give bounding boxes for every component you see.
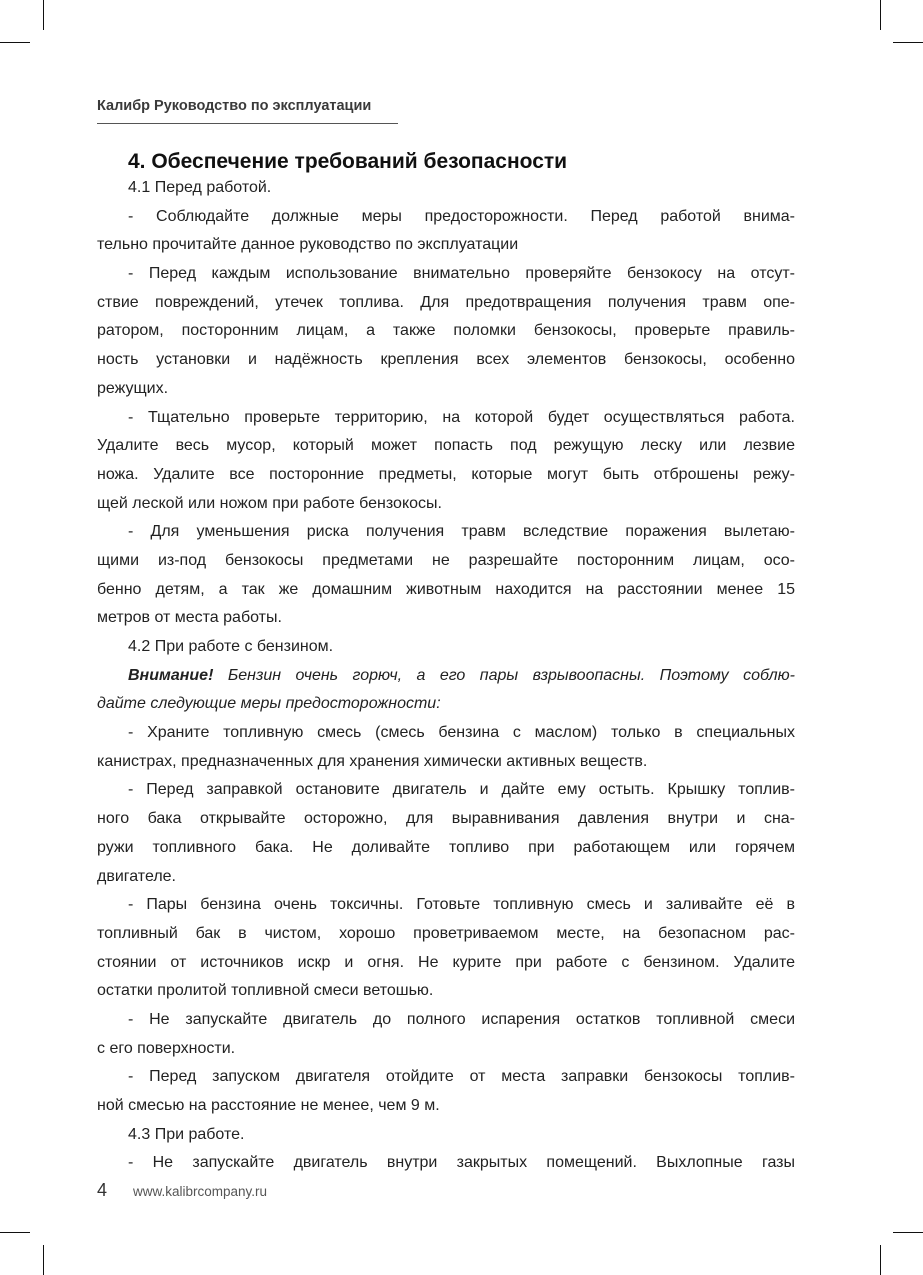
text-line (97, 633, 795, 662)
line-text: с его поверхности. (97, 1039, 236, 1057)
warning-label: Внимание! (128, 666, 214, 684)
paragraph (97, 1121, 795, 1150)
line-text: 4.1 Перед работой. (128, 179, 272, 196)
line-text: - Перед каждым использование внимательно проверяйте бензокосу на отсут- (128, 265, 795, 283)
text-line (97, 863, 795, 892)
line-text: - Пары бензина очень токсичны. Готовьте топливную смесь и заливайте её в (128, 896, 795, 914)
paragraph (97, 1149, 795, 1178)
text-line (97, 748, 795, 777)
line-text: - Не запускайте двигатель до полного испарения остатков топливной смеси (128, 1010, 795, 1028)
body-text (97, 174, 795, 1178)
text-line (97, 1035, 795, 1064)
crop-mark (0, 1232, 30, 1233)
paragraph (97, 719, 795, 776)
crop-mark (880, 1245, 881, 1275)
paragraph (97, 203, 795, 260)
paragraph (97, 260, 795, 403)
text-line (97, 547, 795, 576)
text-line (97, 1121, 795, 1150)
line-text: Бензин очень горюч, а его пары взрывоопасны. Поэтому соблю- (213, 666, 795, 684)
text-line (97, 604, 795, 633)
line-text: - Перед заправкой остановите двигатель и дайте ему остыть. Крышку топлив- (128, 781, 795, 799)
paragraph (97, 776, 795, 891)
text-line (97, 1149, 795, 1178)
line-text: 4.2 При работе с бензином. (128, 638, 334, 655)
line-text: - Тщательно проверьте территорию, на которой будет осуществляться работа. (128, 408, 795, 426)
line-text: бенно детям, а так же домашним животным находится на расстоянии менее 15 (97, 580, 795, 598)
line-text: ножа. Удалите все посторонние предметы, которые могут быть отброшены режу- (97, 465, 795, 483)
paragraph (97, 1006, 795, 1063)
line-text: - Перед запуском двигателя отойдите от места заправки бензокосы топлив- (128, 1068, 795, 1086)
paragraph (97, 174, 795, 203)
line-text: ной смесью на расстояние не менее, чем 9 м. (97, 1097, 440, 1114)
line-text: ружи топливного бака. Не доливайте топливо при работающем или горячем (97, 838, 795, 856)
line-text: остатки пролитой топливной смеси ветошью. (97, 982, 434, 1000)
paragraph (97, 1063, 795, 1120)
text-line (97, 432, 795, 461)
text-line (97, 461, 795, 490)
text-line (97, 977, 795, 1006)
paragraph (97, 404, 795, 519)
line-text: режущих. (97, 379, 169, 397)
text-line (97, 1092, 795, 1121)
line-text: ствие повреждений, утечек топлива. Для предотвращения получения травм опе- (97, 293, 795, 311)
line-text: щей леской или ножом при работе бензокосы. (97, 494, 442, 512)
text-line (97, 317, 795, 346)
text-line (97, 690, 795, 719)
text-line (97, 920, 795, 949)
text-line (97, 1063, 795, 1092)
running-header: Калибр Руководство по эксплуатации (97, 98, 372, 114)
text-line (97, 662, 795, 691)
text-line (97, 834, 795, 863)
crop-mark (43, 1245, 44, 1275)
line-text: ного бака открывайте осторожно, для выравнивания давления внутри и сна- (97, 810, 795, 828)
line-text: - Соблюдайте должные меры предосторожности. Перед работой внима- (128, 207, 795, 225)
text-line (97, 576, 795, 605)
text-line (97, 203, 795, 232)
line-text: топливный бак в чистом, хорошо проветриваемом месте, на безопасном рас- (97, 924, 795, 942)
page-number: 4 (97, 1180, 108, 1200)
text-line (97, 490, 795, 519)
crop-mark (893, 42, 923, 43)
paragraph (97, 891, 795, 1006)
line-text: ность установки и надёжность крепления всех элементов бензокосы, особенно (97, 351, 795, 369)
text-line (97, 719, 795, 748)
line-text: - Для уменьшения риска получения травм вследствие поражения вылетаю- (128, 523, 795, 541)
line-text: двигателе. (97, 867, 176, 885)
text-line (97, 1006, 795, 1035)
line-text: метров от места работы. (97, 609, 282, 627)
text-line (97, 174, 795, 203)
paragraph (97, 633, 795, 662)
text-line (97, 375, 795, 404)
line-text: стоянии от источников искр и огня. Не курите при работе с бензином. Удалите (97, 953, 795, 971)
line-text: дайте следующие меры предосторожности: (97, 695, 441, 713)
line-text: - Не запускайте двигатель внутри закрытых помещений. Выхлопные газы (128, 1154, 795, 1172)
line-text: 4.3 При работе. (128, 1125, 245, 1143)
section-heading: 4. Обеспечение требований безопасности (128, 150, 568, 173)
crop-mark (880, 0, 881, 30)
line-text: канистрах, предназначенных для хранения химически активных веществ. (97, 752, 648, 770)
line-text: - Храните топливную смесь (смесь бензина с маслом) только в специальных (128, 724, 795, 742)
text-line (97, 231, 795, 260)
text-line (97, 346, 795, 375)
text-line (97, 518, 795, 547)
text-line (97, 289, 795, 318)
line-text: ратором, посторонним лицам, а также поломки бензокосы, проверьте правиль- (97, 322, 795, 340)
line-text: тельно прочитайте данное руководство по эксплуатации (97, 236, 519, 254)
text-line (97, 260, 795, 289)
text-line (97, 891, 795, 920)
line-text: Удалите весь мусор, который может попасть под режущую леску или лезвие (97, 437, 795, 455)
paragraph (97, 662, 795, 719)
line-text: щими из-под бензокосы предметами не разрешайте посторонним лицам, осо- (97, 551, 795, 569)
crop-mark (893, 1232, 923, 1233)
text-line (97, 805, 795, 834)
header-rule (97, 123, 398, 124)
paragraph (97, 518, 795, 633)
crop-mark (0, 42, 30, 43)
text-line (97, 776, 795, 805)
crop-mark (43, 0, 44, 30)
text-line (97, 949, 795, 978)
footer-url: www.kalibrcompany.ru (133, 1184, 268, 1199)
text-line (97, 404, 795, 433)
